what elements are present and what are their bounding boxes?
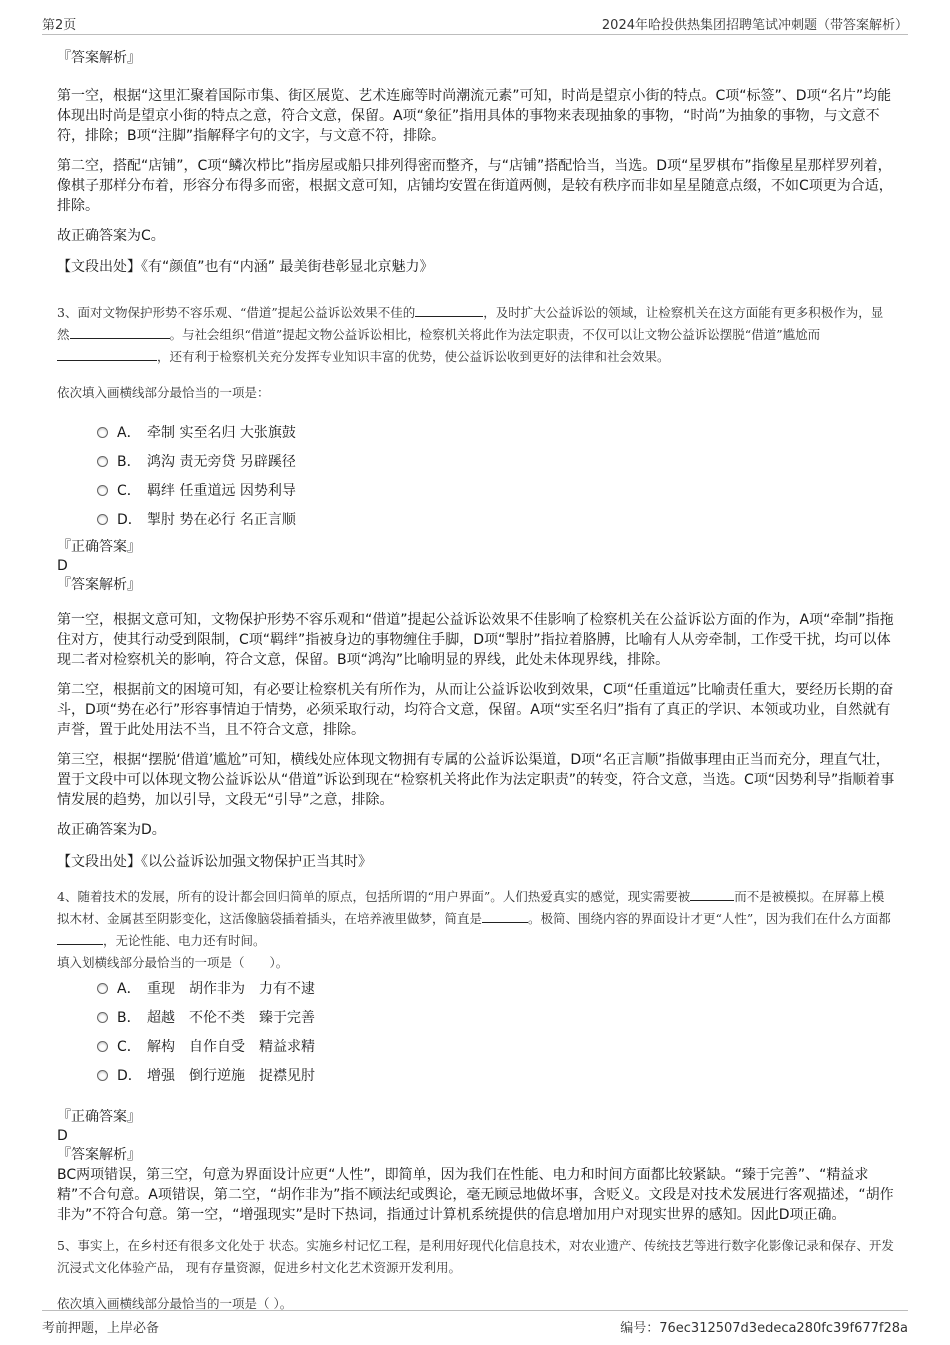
- q4-stem: [57, 886, 895, 952]
- radio-icon[interactable]: [97, 514, 108, 525]
- q3-source: 【文段出处】《以公益诉讼加强文物保护正当其时》: [57, 854, 372, 870]
- q3-blank-1: [415, 302, 483, 317]
- q3-option-c[interactable]: [97, 476, 895, 505]
- q3-options: [97, 418, 895, 534]
- q3-analysis-p1: 第一空，根据文意可知，文物保护形势不容乐观和“借道”提起公益诉讼效果不佳影响了检察机关在公益诉讼方面的作为，A项“牵制”指拖住对方，使其行动受到限制，C项“羁绊”指被身边的事物缠住手脚，D项“掣肘”指拉着胳膊，比喻有人从旁牵制，工作受干扰，均可以体现二者对检察机关的影响，符合文意，保留。B项“鸿沟”比喻明显的界线，此处未体现界线，排除。: [57, 612, 894, 668]
- q2-source: 【文段出处】《有“颜值”也有“内涵” 最美街巷彰显北京魅力》: [57, 259, 434, 275]
- q4-blank-1: [690, 886, 734, 901]
- q4-option-c[interactable]: [97, 1032, 895, 1061]
- footer-slogan: 考前押题，上岸必备: [42, 1321, 160, 1336]
- q4-stem-part1: 4、随着技术的发展，所有的设计都会回归简单的原点，包括所谓的“用户界面”。人们热爱真实的感觉，现实需要被: [57, 889, 691, 904]
- q3-conclusion: 故正确答案为D。: [57, 822, 166, 838]
- q4-blank-3: [57, 930, 103, 945]
- q2-analysis-p2: 第二空，搭配“店铺”，C项“鳞次栉比”指房屋或船只排列得密而整齐，与“店铺”搭配恰当，当选。D项“星罗棋布”指像星星那样罗列着，像棋子那样分布着，形容分布得多而密，根据文意可知，店铺均安置在街道两侧，是较有秩序而非如星星随意点缀，不如C项更为合适，排除。: [57, 158, 893, 214]
- q4-option-b[interactable]: [97, 1003, 895, 1032]
- q3-option-b[interactable]: [97, 447, 895, 476]
- option-text: 增强 倒行逆施 捉襟见肘: [147, 1067, 315, 1084]
- q4-stem-part3: 。极简、围绕内容的界面设计才更“人性”，因为我们在什么方面都: [528, 911, 891, 926]
- page-number: 第2页: [42, 18, 77, 33]
- q3-stem: [57, 302, 895, 368]
- q2-analysis-label: 『答案解析』: [57, 50, 141, 66]
- q4-analysis-label: 『答案解析』: [57, 1147, 141, 1163]
- radio-icon[interactable]: [97, 1012, 108, 1023]
- q4-option-d[interactable]: [97, 1061, 895, 1090]
- radio-icon[interactable]: [97, 1041, 108, 1052]
- option-letter: B．: [117, 453, 141, 470]
- radio-icon[interactable]: [97, 1070, 108, 1081]
- q3-analysis-p2: 第二空，根据前文的困境可知，有必要让检察机关有所作为，从而让公益诉讼收到效果，C项“任重道远”比喻责任重大，要经历长期的奋斗，D项“势在必行”形容事情迫于情势，必须采取行动，均符合文意，保留。A项“实至名归”指有了真正的学识、本领或功业，自然就有声誉，置于此处用法不当，且不符合文意，排除。: [57, 682, 894, 738]
- option-text: 解构 自作自受 精益求精: [147, 1038, 315, 1055]
- q4-analysis: BC两项错误，第三空，句意为界面设计应更“人性”，即简单，因为我们在性能、电力和时间方面都比较紧缺。“臻于完善”、“精益求精”不合句意。A项错误，第二空，“胡作非为”指不顾法纪或舆论，毫无顾忌地做坏事，含贬义。文段是对技术发展进行客观描述，“胡作非为”不符合句意。第一空，“增强现实”是时下热词，指通过计算机系统提供的信息增加用户对现实世界的感知。因此D项正确。: [57, 1167, 894, 1223]
- q3-stem-part4: ，还有利于检察机关充分发挥专业知识丰富的优势，使公益诉讼收到更好的法律和社会效果。: [157, 349, 670, 364]
- option-text: 超越 不伦不类 臻于完善: [147, 1009, 315, 1026]
- option-text: 重现 胡作非为 力有不逮: [147, 980, 315, 997]
- q4-stem-part2: 而不是被模拟。在屏幕上模拟木材、金属甚至阴影变化，这活像脑袋插着插头，在培养液里做梦，简直是: [57, 889, 885, 926]
- q3-stem-part1: 3、面对文物保护形势不容乐观、“借道”提起公益诉讼效果不佳的: [57, 305, 416, 320]
- document-id: 编号：76ec312507d3edeca280fc39f677f28a: [620, 1321, 908, 1336]
- option-text: 羁绊 任重道远 因势利导: [147, 482, 296, 499]
- page-header: [42, 14, 908, 35]
- q4-blank-2: [482, 908, 528, 923]
- radio-icon[interactable]: [97, 456, 108, 467]
- q2-conclusion: 故正确答案为C。: [57, 228, 165, 244]
- q3-option-d[interactable]: [97, 505, 895, 534]
- option-text: 牵制 实至名归 大张旗鼓: [147, 424, 296, 441]
- q2-analysis-p1: 第一空，根据“这里汇聚着国际市集、街区展览、艺术连廊等时尚潮流元素”可知，时尚是望京小街的特点。C项“标签”、D项“名片”均能体现出时尚是望京小街的特点之意，符合文意，保留。A项“象征”指用具体的事物来表现抽象的事物，“时尚”为抽象的事物，与文意不符，排除；B项“注脚”指解释字句的文字，与文意不符，排除。: [57, 88, 892, 144]
- option-letter: C．: [117, 1038, 141, 1055]
- option-letter: B．: [117, 1009, 141, 1026]
- q4-prompt: 填入划横线部分最恰当的一项是（ ）。: [57, 955, 289, 970]
- option-letter: D．: [117, 511, 142, 528]
- q3-answer-label: 『正确答案』: [57, 539, 141, 555]
- document-title: 2024年哈投供热集团招聘笔试冲刺题（带答案解析）: [601, 18, 908, 33]
- q4-option-a[interactable]: [97, 974, 895, 1003]
- option-text: 鸿沟 责无旁贷 另辟蹊径: [147, 453, 296, 470]
- radio-icon[interactable]: [97, 427, 108, 438]
- option-letter: D．: [117, 1067, 142, 1084]
- q5-stem: 5、事实上，在乡村还有很多文化处于 状态。实施乡村记忆工程，是利用好现代化信息技术，对农业遗产、传统技艺等进行数字化影像记录和保存、开发沉浸式文化体验产品， 现有存量资源，促进乡村文化艺术资源开发利用。: [57, 1238, 894, 1275]
- q3-blank-3: [57, 346, 157, 361]
- q3-prompt: 依次填入画横线部分最恰当的一项是：: [57, 385, 270, 400]
- document-body: [57, 48, 895, 1315]
- q3-option-a[interactable]: [97, 418, 895, 447]
- radio-icon[interactable]: [97, 485, 108, 496]
- q3-stem-part3: 。与社会组织“借道”提起文物公益诉讼相比，检察机关将此作为法定职责，不仅可以让文物公益诉讼摆脱“借道”尴尬而: [169, 327, 821, 342]
- q3-analysis-label: 『答案解析』: [57, 577, 141, 593]
- page-footer: [42, 1310, 908, 1335]
- radio-icon[interactable]: [97, 983, 108, 994]
- q5-prompt: 依次填入画横线部分最恰当的一项是（ ）。: [57, 1296, 293, 1311]
- q4-stem-part4: ，无论性能、电力还有时间。: [103, 933, 266, 948]
- q4-answer: D: [57, 1128, 68, 1144]
- option-letter: A．: [117, 424, 141, 441]
- q3-answer: D: [57, 558, 68, 574]
- option-text: 掣肘 势在必行 名正言顺: [147, 511, 296, 528]
- q3-analysis-p3: 第三空，根据“摆脱‘借道’尴尬”可知，横线处应体现文物拥有专属的公益诉讼渠道，D项“名正言顺”指做事理由正当而充分，理直气壮，置于文段中可以体现文物公益诉讼从“借道”诉讼到现在“检察机关将此作为法定职责”的转变，符合文意，当选。C项“因势利导”指顺着事情发展的趋势，加以引导，文段无“引导”之意，排除。: [57, 752, 895, 808]
- q3-stem-part2: ，及时扩大公益诉讼的领域，让检察机关在这方面能有更多积极作为，显然: [57, 305, 884, 342]
- q3-blank-2: [70, 324, 170, 339]
- option-letter: A．: [117, 980, 141, 997]
- q4-options: [97, 974, 895, 1090]
- option-letter: C．: [117, 482, 141, 499]
- q4-answer-label: 『正确答案』: [57, 1109, 141, 1125]
